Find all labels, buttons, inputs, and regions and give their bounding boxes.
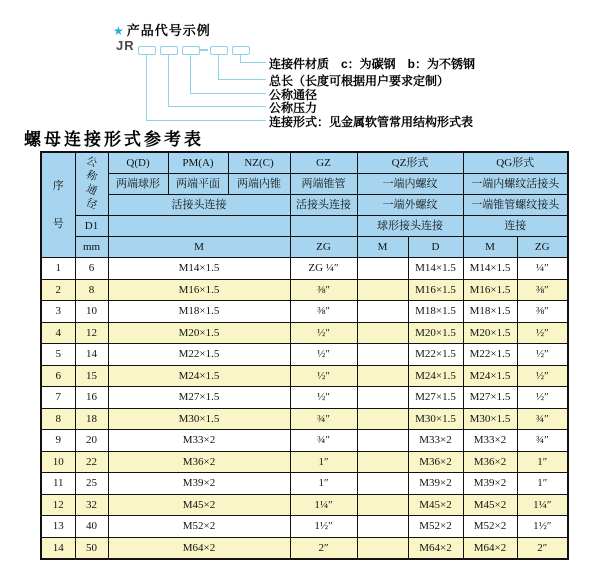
empty-cell [108, 216, 290, 237]
table-row [41, 344, 568, 366]
cell-qz-d: M45×2 [408, 494, 463, 516]
header-end-type: 一端内螺纹 [357, 174, 463, 195]
product-code-prefix: JR [116, 38, 135, 53]
code-box-1 [138, 46, 156, 55]
header-unit-qz-d: D [408, 237, 463, 258]
table-row [41, 258, 568, 280]
connector-line [218, 79, 266, 80]
table-row [41, 451, 568, 473]
code-label-pressure: 公称压力 [269, 101, 318, 115]
code-box-3 [182, 46, 200, 55]
cell-qz-d: M39×2 [408, 473, 463, 495]
code-box-4 [210, 46, 228, 55]
cell-qz-m [357, 516, 408, 538]
cell-qz-m [357, 258, 408, 280]
cell-qz-m [357, 408, 408, 430]
cell-qg-m: M33×2 [463, 430, 517, 452]
table-row [41, 537, 568, 559]
cell-dn: 6 [75, 258, 108, 280]
header-serial-char: 序 [52, 179, 64, 192]
connector-line [168, 106, 266, 107]
table-title: 螺母连接形式参考表 [24, 130, 204, 149]
cell-zg: ½″ [290, 344, 357, 366]
cell-no: 1 [41, 258, 75, 280]
connector-line [146, 54, 147, 120]
connector-line [146, 120, 266, 121]
cell-zg: 2″ [290, 537, 357, 559]
header-connection-type: 一端锥管螺纹接头 [463, 195, 568, 216]
header-form-nzc: NZ(C) [228, 152, 290, 174]
cell-qg-m: M64×2 [463, 537, 517, 559]
cell-qz-d: M16×1.5 [408, 279, 463, 301]
cell-m: M30×1.5 [108, 408, 290, 430]
cell-m: M36×2 [108, 451, 290, 473]
cell-qz-m [357, 473, 408, 495]
header-unit-qg-m: M [463, 237, 517, 258]
cell-no: 3 [41, 301, 75, 323]
table-row [41, 322, 568, 344]
header-d1: D1 [75, 216, 108, 237]
cell-m: M16×1.5 [108, 279, 290, 301]
cell-zg: ⅜″ [290, 279, 357, 301]
cell-zg: ¾″ [290, 430, 357, 452]
cell-qg-zg: 1″ [517, 451, 568, 473]
cell-zg: ½″ [290, 365, 357, 387]
cell-no: 14 [41, 537, 75, 559]
cell-m: M27×1.5 [108, 387, 290, 409]
table-row [41, 408, 568, 430]
cell-qg-zg: 1¼″ [517, 494, 568, 516]
cell-zg: ⅜″ [290, 301, 357, 323]
cell-qz-d: M24×1.5 [408, 365, 463, 387]
cell-qz-d: M20×1.5 [408, 322, 463, 344]
table-row [41, 387, 568, 409]
cell-qg-zg: ⅜″ [517, 301, 568, 323]
cell-m: M45×2 [108, 494, 290, 516]
header-end-type: 两端锥管 [290, 174, 357, 195]
table-row [41, 279, 568, 301]
cell-m: M39×2 [108, 473, 290, 495]
table-row [41, 473, 568, 495]
cell-no: 13 [41, 516, 75, 538]
cell-dn: 32 [75, 494, 108, 516]
header-connection-type: 活接头连接 [108, 195, 290, 216]
cell-zg: ½″ [290, 322, 357, 344]
cell-qz-m [357, 301, 408, 323]
cell-m: M33×2 [108, 430, 290, 452]
cell-qg-zg: ½″ [517, 365, 568, 387]
cell-qz-d: M64×2 [408, 537, 463, 559]
cell-dn: 50 [75, 537, 108, 559]
cell-no: 11 [41, 473, 75, 495]
cell-qz-d: M36×2 [408, 451, 463, 473]
table-header [41, 152, 568, 258]
cell-zg: 1½″ [290, 516, 357, 538]
table-row [41, 430, 568, 452]
cell-dn: 8 [75, 279, 108, 301]
cell-dn: 12 [75, 322, 108, 344]
cell-qz-d: M14×1.5 [408, 258, 463, 280]
cell-qg-zg: ¾″ [517, 430, 568, 452]
header-nd-char: 径 [84, 197, 99, 212]
header-nd-char: 通 [84, 183, 99, 198]
header-unit-qg-zg: ZG [517, 237, 568, 258]
cell-dn: 40 [75, 516, 108, 538]
cell-qz-m [357, 322, 408, 344]
header-nd-char: 称 [84, 169, 99, 184]
cell-qg-zg: ¼″ [517, 258, 568, 280]
code-dash [200, 49, 208, 51]
cell-qg-zg: 2″ [517, 537, 568, 559]
cell-qg-m: M24×1.5 [463, 365, 517, 387]
code-box-5 [232, 46, 250, 55]
cell-qg-m: M22×1.5 [463, 344, 517, 366]
cell-qg-m: M27×1.5 [463, 387, 517, 409]
cell-qg-m: M14×1.5 [463, 258, 517, 280]
cell-no: 9 [41, 430, 75, 452]
cell-qz-m [357, 451, 408, 473]
cell-qz-m [357, 430, 408, 452]
cell-dn: 18 [75, 408, 108, 430]
table-row [41, 365, 568, 387]
empty-cell [290, 216, 357, 237]
cell-qz-m [357, 537, 408, 559]
header-serial-char: 号 [52, 218, 64, 231]
header-end-type: 两端内锥 [228, 174, 290, 195]
cell-no: 7 [41, 387, 75, 409]
table-body [41, 258, 568, 560]
star-icon: ★ [113, 24, 125, 38]
cell-dn: 16 [75, 387, 108, 409]
cell-m: M14×1.5 [108, 258, 290, 280]
cell-no: 6 [41, 365, 75, 387]
header-form-qd: Q(D) [108, 152, 168, 174]
cell-qg-zg: ½″ [517, 344, 568, 366]
header-connection-type2: 连接 [463, 216, 568, 237]
cell-dn: 10 [75, 301, 108, 323]
header-end-type: 两端球形 [108, 174, 168, 195]
header-mm: mm [75, 237, 108, 258]
header-form-qg: QG形式 [463, 152, 568, 174]
header-connection-type2: 球形接头连接 [357, 216, 463, 237]
header-form-pma: PM(A) [168, 152, 228, 174]
cell-qz-d: M18×1.5 [408, 301, 463, 323]
connector-line [190, 54, 191, 93]
code-label-connection: 连接形式：见金属软管常用结构形式表 [269, 115, 474, 129]
cell-qg-m: M52×2 [463, 516, 517, 538]
cell-m: M22×1.5 [108, 344, 290, 366]
cell-qg-m: M20×1.5 [463, 322, 517, 344]
cell-m: M52×2 [108, 516, 290, 538]
diagram-title [113, 20, 211, 39]
header-form-qz: QZ形式 [357, 152, 463, 174]
cell-qz-d: M22×1.5 [408, 344, 463, 366]
cell-no: 10 [41, 451, 75, 473]
cell-qg-zg: ⅜″ [517, 279, 568, 301]
header-serial [41, 152, 75, 258]
cell-qg-m: M45×2 [463, 494, 517, 516]
cell-zg: 1″ [290, 451, 357, 473]
connector-line [240, 62, 266, 63]
header-connection-type: 一端外螺纹 [357, 195, 463, 216]
cell-qz-m [357, 279, 408, 301]
cell-zg: ZG ¼″ [290, 258, 357, 280]
connector-line [168, 54, 169, 106]
connector-line [240, 54, 241, 62]
cell-qz-m [357, 387, 408, 409]
cell-zg: ¾″ [290, 408, 357, 430]
cell-zg: ½″ [290, 387, 357, 409]
table-row [41, 516, 568, 538]
cell-qz-d: M33×2 [408, 430, 463, 452]
cell-qz-m [357, 494, 408, 516]
code-label-material: 连接件材质 c：为碳钢 b：为不锈钢 [269, 57, 476, 71]
cell-zg: 1″ [290, 473, 357, 495]
cell-dn: 15 [75, 365, 108, 387]
cell-dn: 22 [75, 451, 108, 473]
cell-qg-m: M30×1.5 [463, 408, 517, 430]
cell-qz-d: M30×1.5 [408, 408, 463, 430]
cell-m: M18×1.5 [108, 301, 290, 323]
cell-qg-zg: ½″ [517, 322, 568, 344]
table-row [41, 301, 568, 323]
header-unit-m: M [108, 237, 290, 258]
code-label-length: 总长（长度可根据用户要求定制） [269, 74, 450, 88]
header-end-type: 两端平面 [168, 174, 228, 195]
cell-qg-m: M39×2 [463, 473, 517, 495]
cell-dn: 20 [75, 430, 108, 452]
cell-qz-m [357, 344, 408, 366]
cell-no: 5 [41, 344, 75, 366]
diagram-title-text: 产品代号示例 [126, 23, 211, 38]
cell-m: M64×2 [108, 537, 290, 559]
header-connection-type: 活接头连接 [290, 195, 357, 216]
cell-no: 2 [41, 279, 75, 301]
cell-zg: 1¼″ [290, 494, 357, 516]
header-nd-char: 公 [84, 155, 99, 170]
cell-m: M24×1.5 [108, 365, 290, 387]
cell-qg-m: M36×2 [463, 451, 517, 473]
header-form-gz: GZ [290, 152, 357, 174]
cell-no: 4 [41, 322, 75, 344]
header-nominal-diameter [75, 152, 108, 216]
cell-qg-zg: 1½″ [517, 516, 568, 538]
cell-qz-m [357, 365, 408, 387]
connector-line [190, 93, 266, 94]
cell-qg-zg: ¾″ [517, 408, 568, 430]
code-label-diameter: 公称通径 [269, 88, 318, 102]
cell-no: 8 [41, 408, 75, 430]
header-end-type: 一端内螺纹活接头 [463, 174, 568, 195]
cell-dn: 14 [75, 344, 108, 366]
connector-line [218, 54, 219, 79]
cell-qz-d: M27×1.5 [408, 387, 463, 409]
header-unit-qz-m: M [357, 237, 408, 258]
cell-qg-m: M18×1.5 [463, 301, 517, 323]
nut-connection-table [40, 151, 569, 560]
cell-qg-m: M16×1.5 [463, 279, 517, 301]
header-unit-zg: ZG [290, 237, 357, 258]
table-row [41, 494, 568, 516]
cell-qg-zg: ½″ [517, 387, 568, 409]
code-box-2 [160, 46, 178, 55]
cell-no: 12 [41, 494, 75, 516]
cell-m: M20×1.5 [108, 322, 290, 344]
cell-dn: 25 [75, 473, 108, 495]
cell-qg-zg: 1″ [517, 473, 568, 495]
cell-qz-d: M52×2 [408, 516, 463, 538]
